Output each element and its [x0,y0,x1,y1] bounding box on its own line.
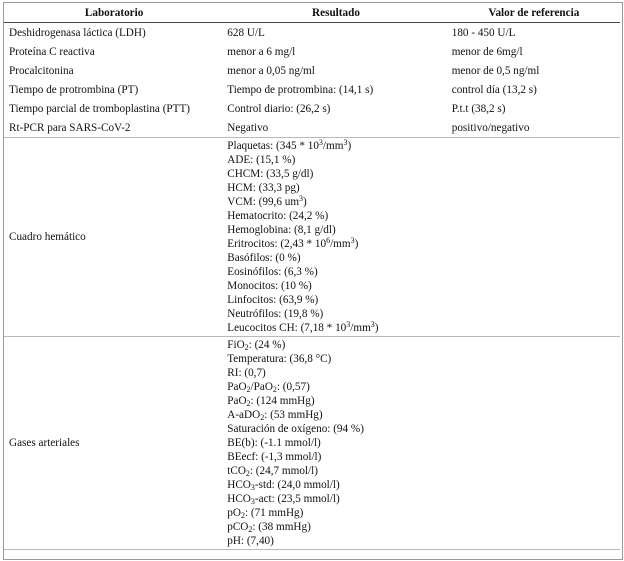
result-line: Eosinófilos: (6,3 %) [227,266,318,278]
lab-reference: positivo/negativo [451,121,530,134]
gases-results [224,337,447,550]
table-row [4,118,620,138]
result-line: Hematocrito: (24,2 %) [227,210,329,222]
lab-name: Rt-PCR para SARS-CoV-2 [9,121,131,134]
lab-reference: menor de 0,5 ng/ml [451,64,540,77]
superscript: 6 [326,236,331,245]
hematic-label: Cuadro hemático [4,138,224,337]
result-line: Hemoglobina: (8,1 g/dl) [227,224,336,236]
subscript: 3 [250,497,255,506]
subscript: 2 [244,343,249,352]
header-row [4,3,620,23]
result-line: $HCO_3$-std: (24,0 mmol/l) [227,479,340,492]
result-line: Monocitos: (10 %) [227,280,312,292]
result-line: PaO$_2$/PaO$_2$: (0,57) [227,381,310,394]
result-line: Basófilos: (0 %) [227,252,301,264]
gases-label: Gases arteriales [4,337,224,550]
result-line: Linfocitos: (63,9 %) [227,294,319,306]
table-row [4,61,620,80]
lab-reference: P.t.t (38,2 s) [451,102,506,115]
lab-reference: menor de 6mg/l [451,45,523,58]
result-line: Eritrocitos: $(2,43 * 10^6/mm^3)$ [227,236,359,250]
subscript: 2 [245,469,250,478]
lab-name: Tiempo parcial de tromboplastina (PTT) [9,102,191,115]
table-row [4,99,620,118]
result-line: CHCM: (33,5 g/dl) [227,168,314,180]
result-line: VCM: (99,6 $um^3$) [227,194,307,208]
result-line: pCO$_2$: (38 mmHg) [227,521,311,534]
superscript: 3 [343,138,348,147]
hematic-reference [448,138,620,337]
result-line: Plaquetas: $(345 * 10^3/mm^3)$ [227,138,352,152]
header-reference: Valor de referencia [448,3,620,23]
header-result: Resultado [224,3,447,23]
lab-reference: 180 - 450 U/L [448,23,620,43]
result-line: Saturación de oxígeno: (94 %) [227,423,364,435]
result-line: BEecf: (-1,3 mmol/l) [227,451,322,463]
lab-result: Negativo [227,121,269,134]
result-line: $HCO_3$-act: (23,5 mmol/l) [227,493,340,506]
superscript: 3 [350,236,355,245]
lab-results-table [4,3,620,550]
subscript: 2 [272,385,277,394]
subscript: 2 [240,511,245,520]
superscript: 3 [370,320,375,329]
table-row [4,42,620,61]
header-lab: Laboratorio [4,3,224,23]
lab-reference: control día (13,2 s) [451,83,537,96]
table-row [4,80,620,99]
lab-name: Tiempo de protrombina (PT) [9,83,139,96]
hematic-results [224,138,447,337]
lab-result: menor a 0,05 ng/ml [227,64,315,77]
hematic-row [4,138,620,337]
lab-result: Control diario: (26,2 s) [227,102,331,115]
result-line: FiO$_2$: (24 %) [227,339,286,352]
result-line: PaO$_2$: (124 mmHg) [227,395,315,408]
lab-name: Deshidrogenasa láctica (LDH) [4,23,224,43]
table-row [4,23,620,43]
result-line: pH: (7,40) [227,535,274,547]
result-line: BE(b): (-1.1 mmol/l) [227,437,321,449]
subscript: 2 [248,525,253,534]
lab-result: Tiempo de protrombina: (14,1 s) [227,83,374,96]
result-line: A-aDO$_2$: (53 mmHg) [227,409,323,422]
superscript: 3 [346,320,351,329]
superscript: 3 [299,194,304,203]
lab-name: Procalcitonina [9,64,74,77]
result-line: RI: (0,7) [227,367,266,379]
result-line: ADE: (15,1 %) [227,154,296,166]
result-line: $pO_2$: (71 mmHg) [227,507,304,520]
subscript: 2 [260,413,265,422]
superscript: 3 [318,138,323,147]
subscript: 2 [246,399,251,408]
gases-row [4,337,620,550]
lab-name: Proteína C reactiva [9,45,95,58]
result-line: Leucocitos CH: $(7,18 * 10^3/mm^3)$ [227,320,379,334]
lab-result: menor a 6 mg/l [227,45,296,58]
result-line: Neutrófilos: (19,8 %) [227,308,324,320]
subscript: 2 [246,385,251,394]
subscript: 3 [250,483,255,492]
result-line: HCM: (33,3 pg) [227,182,300,194]
result-line: Temperatura: (36,8 °C) [227,353,332,365]
lab-result: 628 U/L [224,23,447,43]
result-line: tCO$_2$: (24,7 mmol/l) [227,465,318,478]
gases-reference [448,337,620,550]
